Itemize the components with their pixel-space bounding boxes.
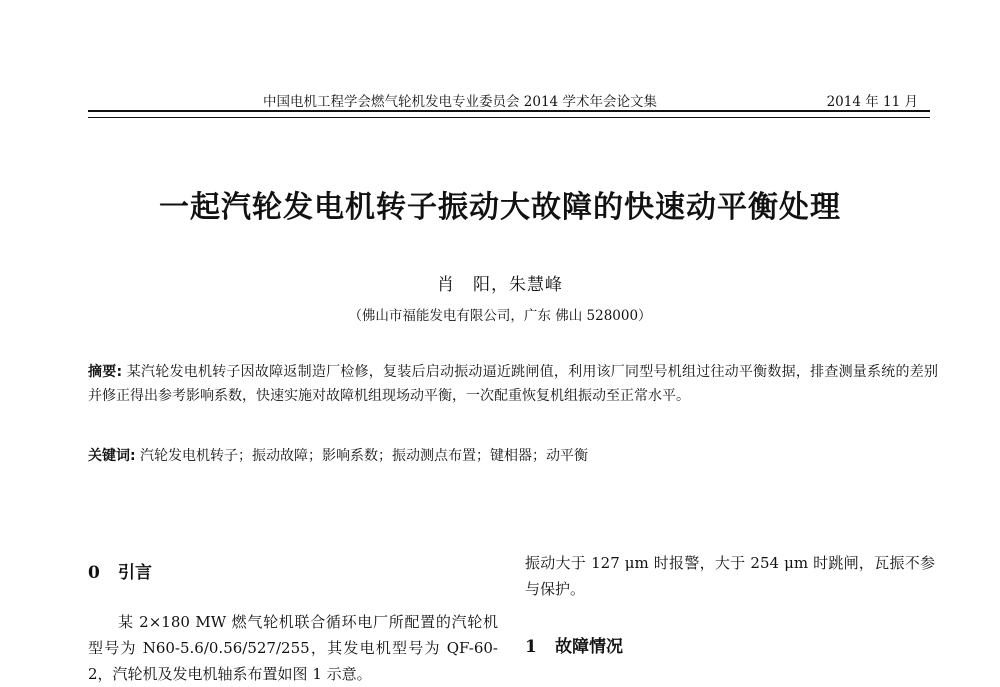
right-column [525, 550, 935, 657]
affiliation: （佛山市福能发电有限公司，广东 佛山 528000） [348, 308, 652, 324]
journal-name: 中国电机工程学会燃气轮机发电专业委员会 2014 学术年会论文集 [263, 94, 657, 110]
section-title: 引言 [118, 563, 152, 583]
keywords-label: 关键词: [88, 448, 136, 464]
paper-title: 一起汽轮发电机转子振动大故障的快速动平衡处理 [159, 190, 841, 225]
section-heading-fault [525, 632, 935, 657]
header-rule-thick [88, 110, 930, 112]
abstract [88, 360, 938, 408]
body-paragraph: 某 2×180 MW 燃气轮机联合循环电厂所配置的汽轮机型号为 N60-5.6/0.56/527/255，其发电机型号为 QF-60-2，汽轮机及发电机轴系布置如图 1 示意。 [88, 613, 498, 683]
authors: 肖 阳，朱慧峰 [437, 275, 563, 295]
section-number: 1 [525, 637, 537, 657]
section-title: 故障情况 [555, 637, 623, 657]
keywords [88, 446, 938, 466]
abstract-text: 某汽轮发电机转子因故障返制造厂检修，复装后启动振动逼近跳闸值，利用该厂同型号机组过往动平衡数据，排查测量系统的差别并修正得出参考影响系数，快速实施对故障机组现场动平衡，一次配重恢复机组振动至正常水平。 [88, 364, 938, 404]
section-heading-introduction [88, 558, 498, 583]
running-header [88, 88, 930, 110]
body-paragraph: 振动大于 127 μm 时报警，大于 254 μm 时跳闸，瓦振不参与保护。 [525, 554, 935, 598]
abstract-label: 摘要: [88, 364, 123, 380]
left-column [88, 550, 498, 687]
section-number: 0 [88, 563, 100, 583]
keywords-text: 汽轮发电机转子；振动故障；影响系数；振动测点布置；键相器；动平衡 [135, 448, 589, 464]
publication-date: 2014 年 11 月 [826, 94, 918, 110]
header-rule-thin [88, 117, 930, 118]
